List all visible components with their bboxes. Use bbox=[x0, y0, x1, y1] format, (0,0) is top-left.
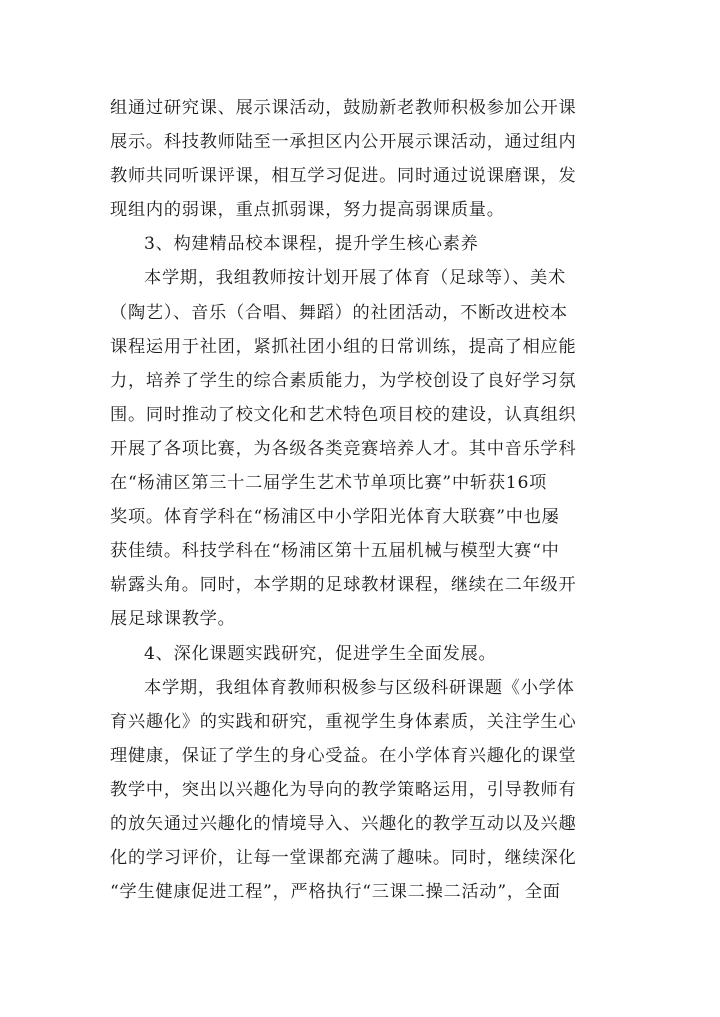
text-line: （陶艺）、音乐（合唱、舞蹈）的社团活动，不断改进校本 bbox=[110, 302, 568, 323]
text-line: 化的学习评价，让每一堂课都充满了趣味。同时，继续深化 bbox=[110, 848, 577, 869]
text-line: 展足球课教学。 bbox=[110, 609, 236, 630]
text-line: 本学期，我组教师按计划开展了体育（足球等）、美术 bbox=[144, 268, 566, 289]
text-line: 3、构建精品校本课程，提升学生核心素养 bbox=[144, 234, 479, 255]
text-line: 课程运用于社团，紧抓社团小组的日常训练，提高了相应能 bbox=[110, 336, 577, 357]
document-body bbox=[110, 91, 620, 909]
text-line: 4、深化课题实践研究，促进学生全面发展。 bbox=[144, 643, 497, 664]
text-line: 教师共同听课评课，相互学习促进。同时通过说课磨课，发 bbox=[110, 166, 577, 187]
text-line: 围。同时推动了校文化和艺术特色项目校的建设，认真组织 bbox=[110, 404, 577, 425]
text-line: 理健康，保证了学生的身心受益。在小学体育兴趣化的课堂 bbox=[110, 745, 577, 766]
text-line: 获佳绩。科技学科在“杨浦区第十五届机械与模型大赛“中 bbox=[110, 541, 560, 562]
text-line: 本学期，我组体育教师积极参与区级科研课题《小学体 bbox=[144, 677, 575, 698]
text-line: “学生健康促进工程”，严格执行“三课二操二活动”，全面 bbox=[110, 882, 561, 903]
text-line: 组通过研究课、展示课活动，鼓励新老教师积极参加公开课 bbox=[110, 98, 577, 118]
text-line: 在“杨浦区第三十二届学生艺术节单项比赛”中斩获16项 bbox=[110, 473, 548, 494]
text-line: 力，培养了学生的综合素质能力，为学校创设了良好学习氛 bbox=[110, 370, 577, 391]
text-line: 奖项。体育学科在“杨浦区中小学阳光体育大联赛”中也屡 bbox=[110, 507, 560, 528]
text-line: 教学中，突出以兴趣化为导向的教学策略运用，引导教师有 bbox=[110, 779, 577, 800]
text-line: 崭露头角。同时，本学期的足球教材课程，继续在二年级开 bbox=[110, 575, 577, 596]
text-line: 的放矢通过兴趣化的情境导入、兴趣化的教学互动以及兴趣 bbox=[110, 813, 577, 834]
text-line: 展示。科技教师陆至一承担区内公开展示课活动，通过组内 bbox=[110, 132, 577, 153]
text-line: 现组内的弱课，重点抓弱课，努力提高弱课质量。 bbox=[110, 200, 505, 221]
text-line: 育兴趣化》的实践和研究，重视学生身体素质，关注学生心 bbox=[110, 711, 577, 732]
text-line: 开展了各项比赛，为各级各类竞赛培养人才。其中音乐学科 bbox=[110, 438, 577, 459]
